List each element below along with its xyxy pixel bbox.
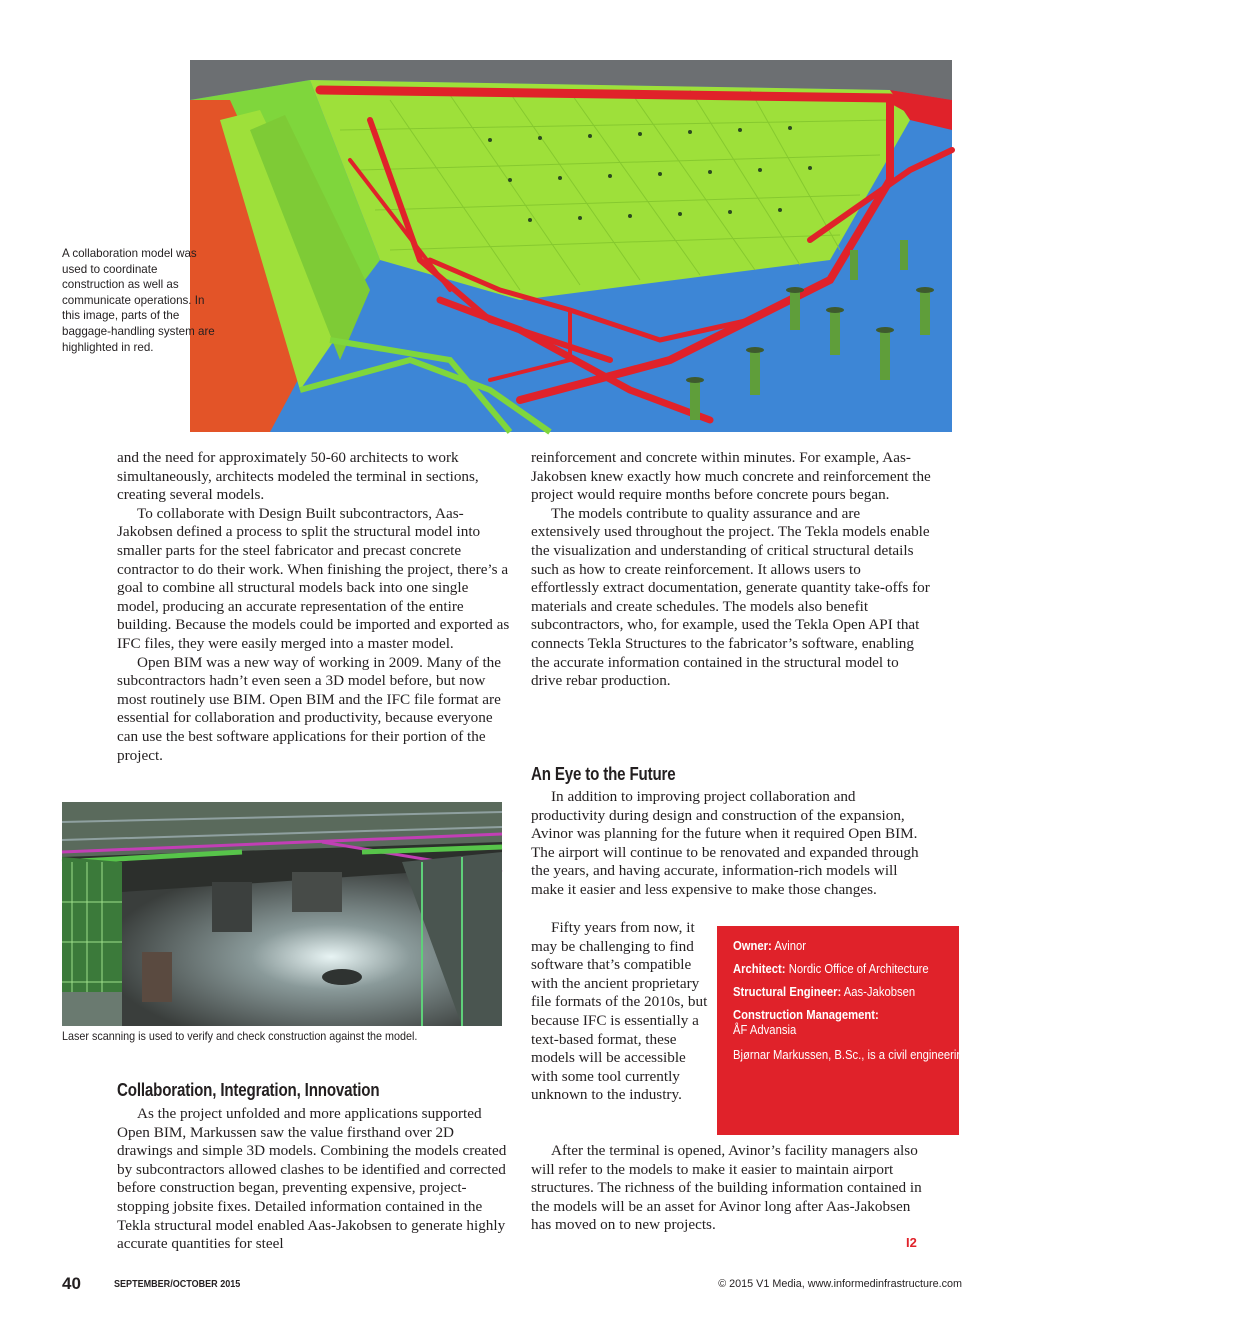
top-image-caption: A collaboration model was used to coordinate construction as well as communicate operations. In this image, parts of the baggage-handling system are highlighted in red. [62, 247, 215, 354]
laser-scan-image [62, 802, 502, 1026]
footer-copyright: © 2015 V1 Media, www.informedinfrastructure.com [718, 1278, 962, 1290]
left-column-text [117, 449, 512, 765]
scan-image-caption: Laser scanning is used to verify and check construction against the model. [62, 1030, 418, 1043]
laser-scan-graphic [62, 802, 502, 1026]
credit-construction-management-value: ÅF Advansia [733, 1022, 797, 1037]
future-section-closing-text [531, 1142, 931, 1235]
paragraph: and the need for approximately 50-60 architects to work simultaneously, architects modeled the terminal in sections, creating several models. [117, 449, 479, 504]
right-column-text [531, 449, 931, 691]
future-section-narrow-text [531, 919, 716, 1105]
paragraph: The models contribute to quality assurance and are extensively used throughout the project. The Tekla models enable the visualization and understanding of critical structural details such as how to create reinforcement. It allows users to effortlessly extract documentation, generate quantity take-offs for materials and create schedules. The models also benefit subcontractors, who, for example, used the Tekla Open API that connects Tekla Structures to the fabricator’s software, enabling the accurate information contained in the structural model to drive rebar production. [531, 504, 930, 690]
bim-model-image [190, 60, 952, 432]
bim-model-graphic [190, 60, 952, 432]
paragraph: To collaborate with Design Built subcontractors, Aas-Jakobsen defined a process to split the structural model into smaller parts for the steel fabricator and precast concrete contractor to do their work. When finishing the project, there’s a goal to combine all structural models back into one single model, producing an accurate representation of the entire building. Because the models could be imported and exported as IFC files, they were easily merged into a master model. [117, 504, 510, 652]
end-of-article-mark: I2 [906, 1235, 917, 1250]
author-email: bma@aaj.no [1172, 1047, 1237, 1062]
section-heading-future: An Eye to the Future [531, 764, 676, 784]
collaboration-section-text [117, 1105, 512, 1254]
paragraph: As the project unfolded and more applications supported Open BIM, Markussen saw the value firsthand over 2D drawings and simple 3D models. Combining the models created by subcontractors allowed clashes to be identified and corrected before construction began, preventing expensive, project-stopping jobsite fixes. Detailed information contained in the Tekla structural model enabled Aas-Jakobsen to generate highly accurate quantities for steel [117, 1105, 507, 1253]
section-heading-collaboration: Collaboration, Integration, Innovation [117, 1080, 380, 1100]
project-credits-box [717, 926, 1240, 1135]
paragraph: Fifty years from now, it may be challenging to find software that’s compatible with the ancient proprietary file formats of the 2010s, but because IFC is essentially a text-based format, these models will be accessible with some tool currently unknown to the industry. [531, 919, 708, 1104]
credit-construction-management: Construction Management: [733, 1007, 879, 1022]
paragraph: After the terminal is opened, Avinor’s facility managers also will refer to the models to make it easier to maintain airport structures. The richness of the building information contained in the models will be an asset for Avinor long after Aas-Jakobsen has moved on to new projects. [531, 1142, 922, 1234]
credit-owner: Owner: Avinor [733, 938, 807, 953]
future-section-text [531, 788, 931, 900]
author-bio: Bjørnar Markussen, B.Sc., is a civil engineering/BIM engineer for Aas-Jakobsen; e-mail: bma@aaj.no. [733, 1047, 1240, 1062]
credit-structural-engineer: Structural Engineer: Aas-Jakobsen [733, 984, 916, 999]
paragraph: Open BIM was a new way of working in 2009. Many of the subcontractors hadn’t even seen a 3D model before, but now most routinely use BIM. Open BIM and the IFC file format are essential for collaboration and productivity, because everyone can use the best software applications for their portion of the project. [117, 653, 502, 764]
page-number: 40 [62, 1274, 81, 1293]
credit-architect: Architect: Nordic Office of Architecture [733, 961, 929, 976]
issue-date: SEPTEMBER/OCTOBER 2015 [114, 1278, 241, 1290]
paragraph: reinforcement and concrete within minutes. For example, Aas-Jakobsen knew exactly how much concrete and reinforcement the project would require months before concrete pours began. [531, 449, 931, 504]
paragraph: In addition to improving project collaboration and productivity during design and construction of the expansion, Avinor was planning for the future when it required Open BIM. The airport will continue to be renovated and expanded through the years, and having accurate, information-rich models will make it easier and less expensive to make those changes. [531, 788, 919, 898]
